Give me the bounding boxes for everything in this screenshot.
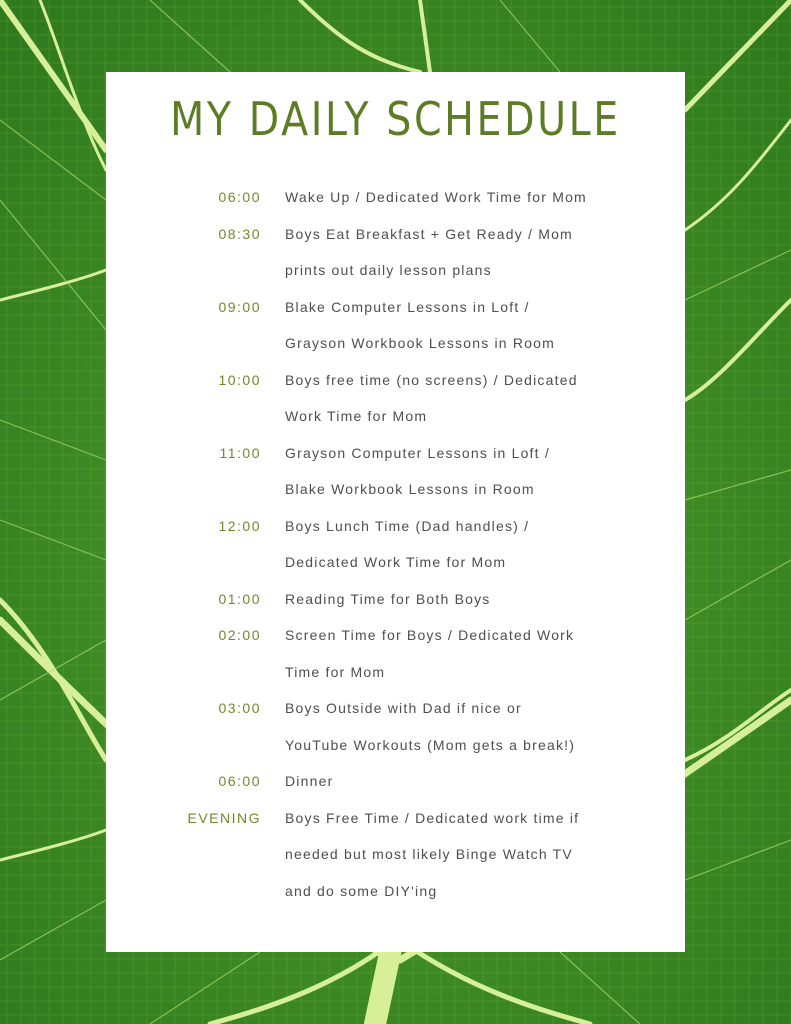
schedule-description-line: Screen Time for Boys / Dedicated Work <box>285 627 575 643</box>
schedule-description <box>285 763 615 800</box>
schedule-description <box>285 800 615 910</box>
schedule-time: 11:00 <box>219 444 261 461</box>
schedule-description-line: Grayson Workbook Lessons in Room <box>285 335 556 351</box>
schedule-description-line: prints out daily lesson plans <box>285 262 492 278</box>
schedule-time: 01:00 <box>218 590 261 607</box>
schedule-description <box>285 690 615 763</box>
schedule-description-line: Boys Free Time / Dedicated work time if <box>285 809 580 826</box>
schedule-time: 08:30 <box>218 225 261 242</box>
schedule-description-line: Boys Eat Breakfast + Get Ready / Mom <box>285 225 573 242</box>
schedule-description <box>285 435 615 508</box>
schedule-description <box>285 289 615 362</box>
schedule-time: 12:00 <box>218 517 261 534</box>
schedule-description-line: Grayson Computer Lessons in Loft / <box>285 444 550 461</box>
schedule-description <box>285 179 615 216</box>
schedule-description-line: Boys Outside with Dad if nice or <box>285 700 522 716</box>
schedule-description-line: Blake Workbook Lessons in Room <box>285 481 535 497</box>
schedule-description-line: Boys free time (no screens) / Dedicated <box>285 371 578 388</box>
schedule-time: 03:00 <box>218 700 261 716</box>
schedule-description-line: Dedicated Work Time for Mom <box>285 554 507 570</box>
schedule-description-line: Wake Up / Dedicated Work Time for Mom <box>285 189 587 205</box>
schedule-description <box>285 508 615 581</box>
schedule-description-line: Blake Computer Lessons in Loft / <box>285 298 530 315</box>
schedule-description-line: Boys Lunch Time (Dad handles) / <box>285 517 530 534</box>
schedule-description <box>285 216 615 289</box>
schedule-description <box>285 617 615 690</box>
schedule-description-line: Reading Time for Both Boys <box>285 590 491 607</box>
schedule-description-line: and do some DIY'ing <box>285 882 438 899</box>
page-title: MY DAILY SCHEDULE <box>170 92 621 146</box>
schedule-description-line: Time for Mom <box>285 663 386 680</box>
schedule-description <box>285 581 615 618</box>
schedule-description-line: YouTube Workouts (Mom gets a break!) <box>285 736 576 753</box>
schedule-time: 06:00 <box>218 773 261 789</box>
schedule-time: EVENING <box>187 809 261 826</box>
schedule-time: 06:00 <box>218 189 261 205</box>
schedule-time: 09:00 <box>218 298 261 315</box>
schedule-description-line: Work Time for Mom <box>285 408 428 424</box>
schedule-time: 10:00 <box>218 371 261 388</box>
schedule-description <box>285 362 615 435</box>
schedule-description-line: Dinner <box>285 773 334 789</box>
schedule-description-line: needed but most likely Binge Watch TV <box>285 846 573 862</box>
schedule-time: 02:00 <box>218 627 261 643</box>
